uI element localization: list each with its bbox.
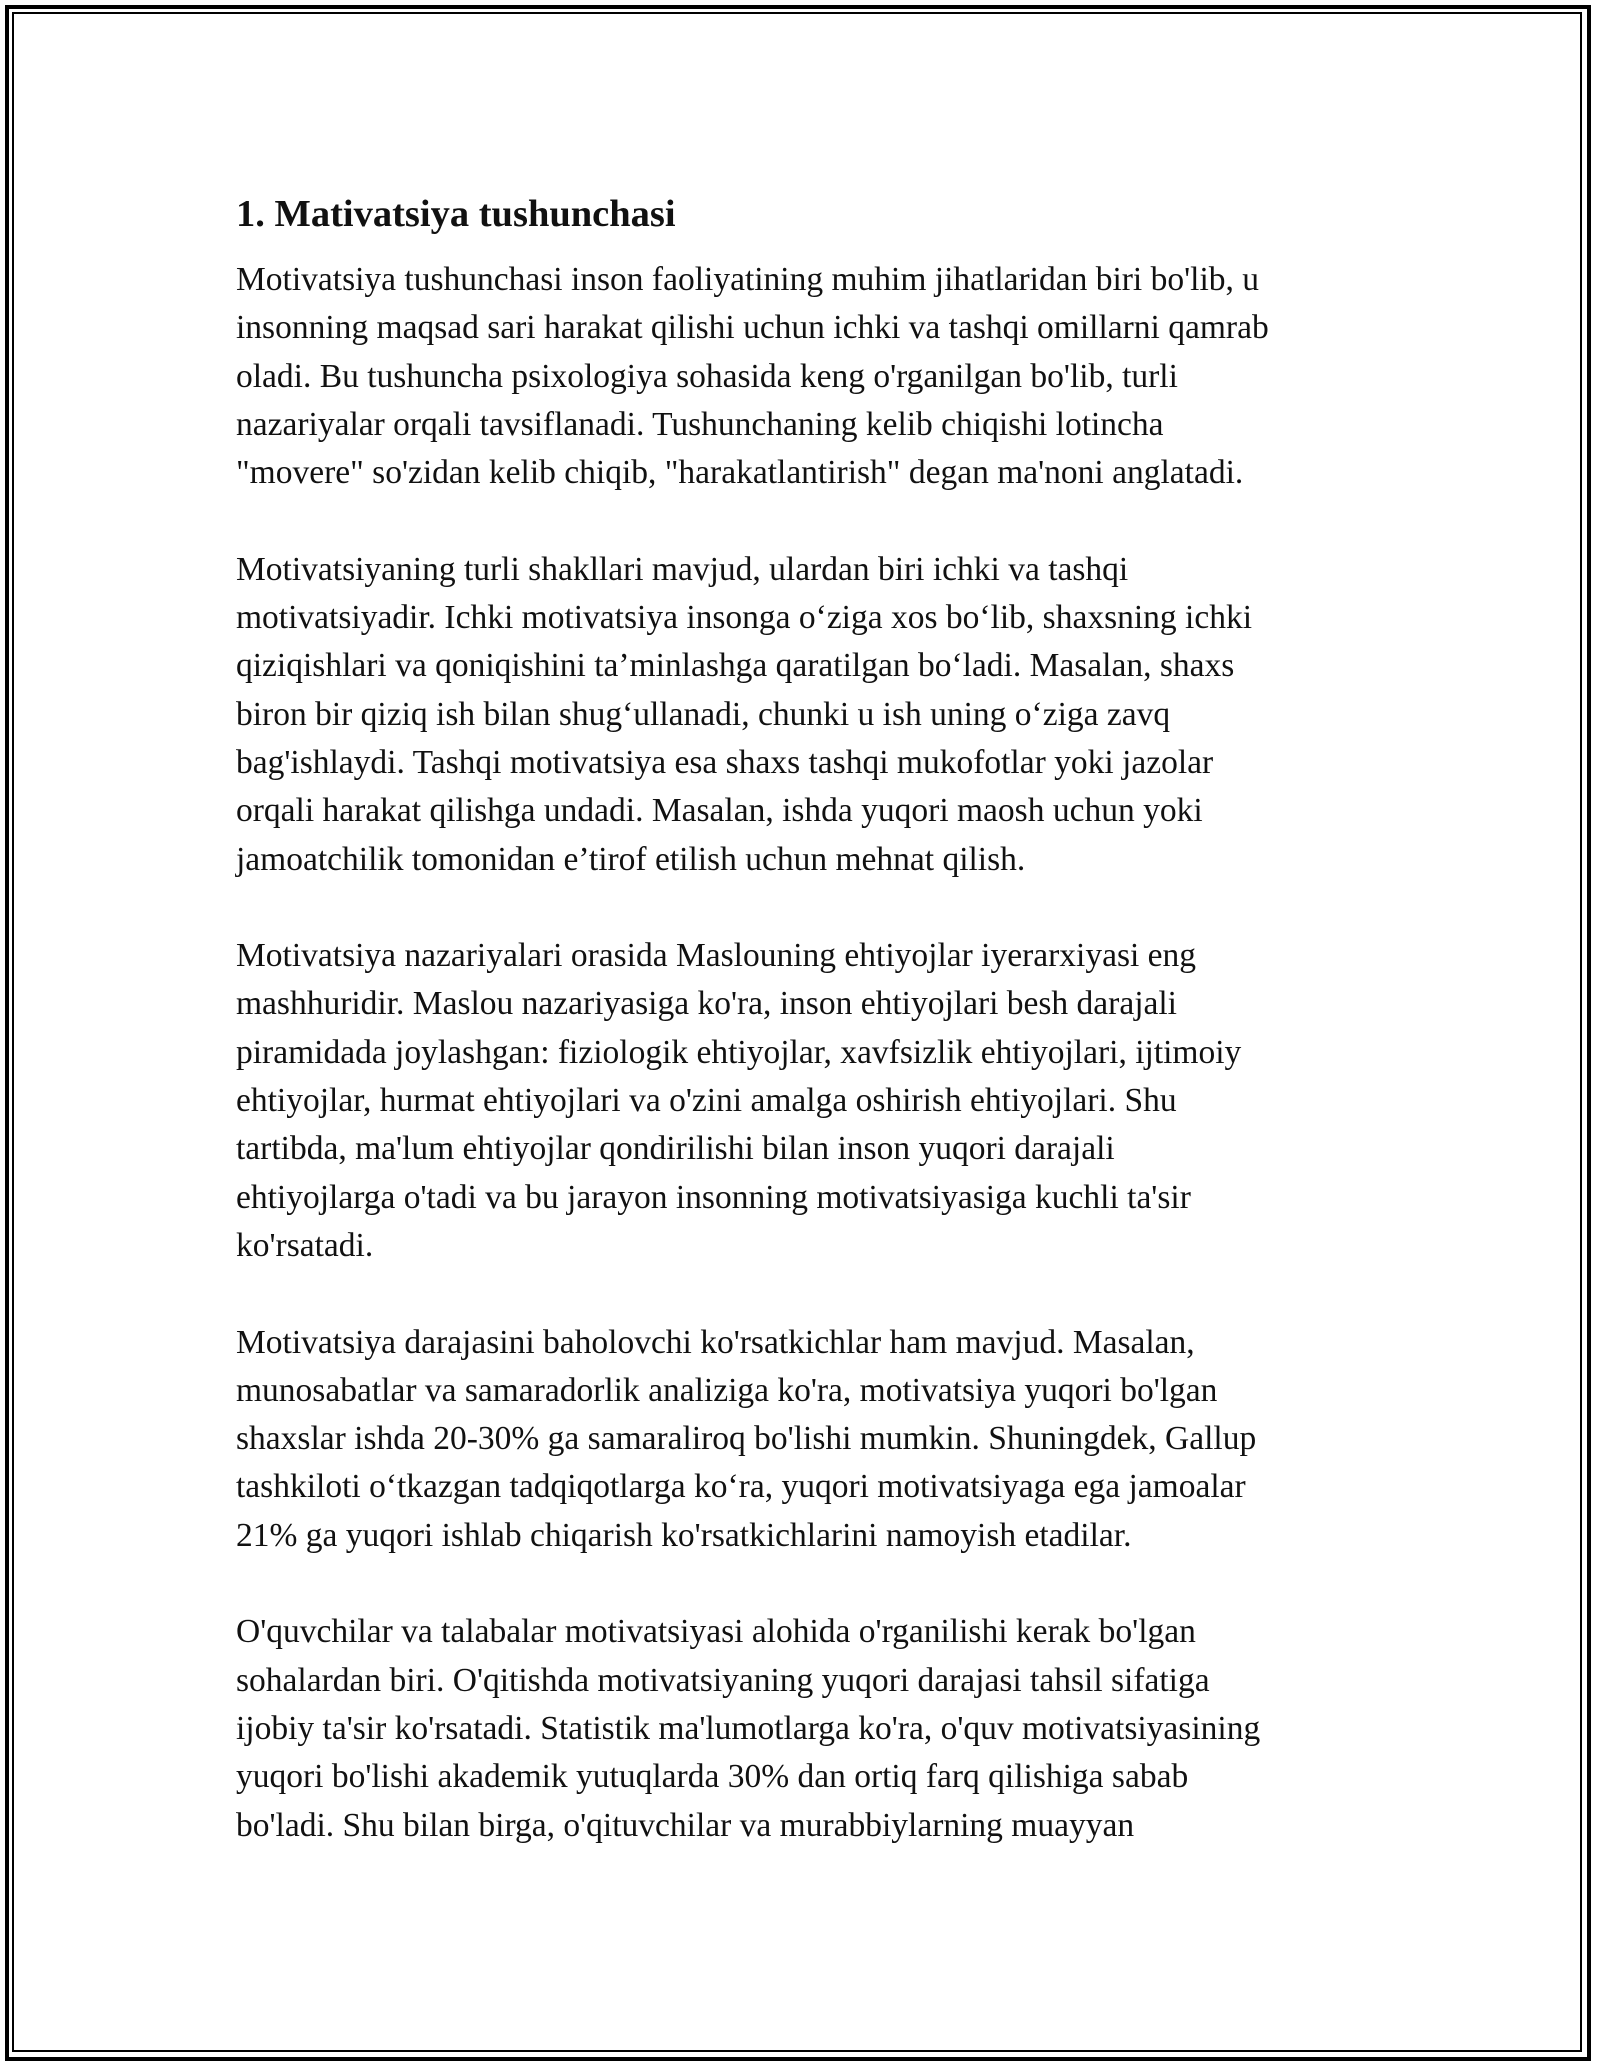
paragraph-line: yuqori bo'lishi akademik yutuqlarda 30% dan ortiq farq qilishiga sabab	[236, 1758, 1189, 1796]
paragraph-line: ko'rsatadi.	[236, 1226, 374, 1264]
paragraph-forms	[236, 546, 1386, 884]
paragraph-definition	[236, 256, 1386, 497]
paragraph-line: ehtiyojlarga o'tadi va bu jarayon insonning motivatsiyasiga kuchli ta'sir	[236, 1178, 1191, 1216]
paragraph-line: Motivatsiya tushunchasi inson faoliyatining muhim jihatlaridan biri bo'lib, u	[236, 261, 1260, 298]
paragraph-line: shaxslar ishda 20-30% ga samaraliroq bo'lishi mumkin. Shuningdek, Gallup	[236, 1420, 1257, 1458]
paragraph-line: piramidada joylashgan: fiziologik ehtiyojlar, xavfsizlik ehtiyojlari, ijtimoiy	[236, 1033, 1242, 1071]
paragraph-line: oladi. Bu tushuncha psixologiya sohasida keng o'rganilgan bo'lib, turli	[236, 357, 1178, 395]
paragraph-line: nazariyalar orqali tavsiflanadi. Tushunchaning kelib chiqishi lotincha	[236, 405, 1164, 443]
paragraph-line: sohalardan biri. O'qitishda motivatsiyaning yuqori darajasi tahsil sifatiga	[236, 1661, 1210, 1699]
paragraph-line: bag'ishlaydi. Tashqi motivatsiya esa shaxs tashqi mukofotlar yoki jazolar	[236, 743, 1214, 781]
paragraph-line: Motivatsiya nazariyalari orasida Maslouning ehtiyojlar iyerarxiyasi eng	[236, 937, 1197, 975]
paragraph-line: mashhuridir. Maslou nazariyasiga ko'ra, inson ehtiyojlari besh darajali	[236, 985, 1177, 1023]
document-body	[236, 186, 1386, 1898]
paragraph-line: tartibda, ma'lum ehtiyojlar qondirilishi bilan inson yuqori darajali	[236, 1130, 1115, 1168]
paragraph-line: motivatsiyadir. Ichki motivatsiya insonga o‘ziga xos bo‘lib, shaxsning ichki	[236, 599, 1253, 637]
paragraph-line: Motivatsiyaning turli shakllari mavjud, ulardan biri ichki va tashqi	[236, 550, 1129, 588]
paragraph-line: insonning maqsad sari harakat qilishi uchun ichki va tashqi omillarni qamrab	[236, 309, 1269, 347]
paragraph-line: qiziqishlari va qoniqishini ta’minlashga qaratilgan bo‘ladi. Masalan, shaxs	[236, 647, 1235, 685]
paragraph-line: bo'ladi. Shu bilan birga, o'qituvchilar va murabbiylarning muayyan	[236, 1806, 1135, 1844]
paragraph-maslow	[236, 932, 1386, 1270]
paragraph-line: orqali harakat qilishga undadi. Masalan, ishda yuqori maosh uchun yoki	[236, 792, 1203, 830]
paragraph-line: ijobiy ta'sir ko'rsatadi. Statistik ma'lumotlarga ko'ra, o'quv motivatsiyasining	[236, 1709, 1261, 1747]
paragraph-line: tashkiloti o‘tkazgan tadqiqotlarga ko‘ra, yuqori motivatsiyaga ega jamoalar	[236, 1468, 1246, 1506]
paragraph-students	[236, 1608, 1386, 1849]
paragraph-line: O'quvchilar va talabalar motivatsiyasi alohida o'rganilishi kerak bo'lgan	[236, 1613, 1196, 1651]
paragraph-line: biron bir qiziq ish bilan shug‘ullanadi, chunki u ish uning o‘ziga zavq	[236, 695, 1171, 733]
paragraph-line: "movere" so'zidan kelib chiqib, "harakatlantirish" degan ma'noni anglatadi.	[236, 454, 1244, 492]
section-title: 1. Mativatsiya tushunchasi	[236, 193, 676, 235]
paragraph-line: Motivatsiya darajasini baholovchi ko'rsatkichlar ham mavjud. Masalan,	[236, 1323, 1195, 1361]
paragraph-line: 21% ga yuqori ishlab chiqarish ko'rsatkichlarini namoyish etadilar.	[236, 1516, 1132, 1554]
paragraph-line: munosabatlar va samaradorlik analiziga ko'ra, motivatsiya yuqori bo'lgan	[236, 1371, 1218, 1409]
paragraph-line: jamoatchilik tomonidan e’tirof etilish uchun mehnat qilish.	[236, 840, 1026, 878]
paragraph-indicators	[236, 1319, 1386, 1560]
paragraph-line: ehtiyojlar, hurmat ehtiyojlari va o'zini amalga oshirish ehtiyojlari. Shu	[236, 1082, 1177, 1120]
